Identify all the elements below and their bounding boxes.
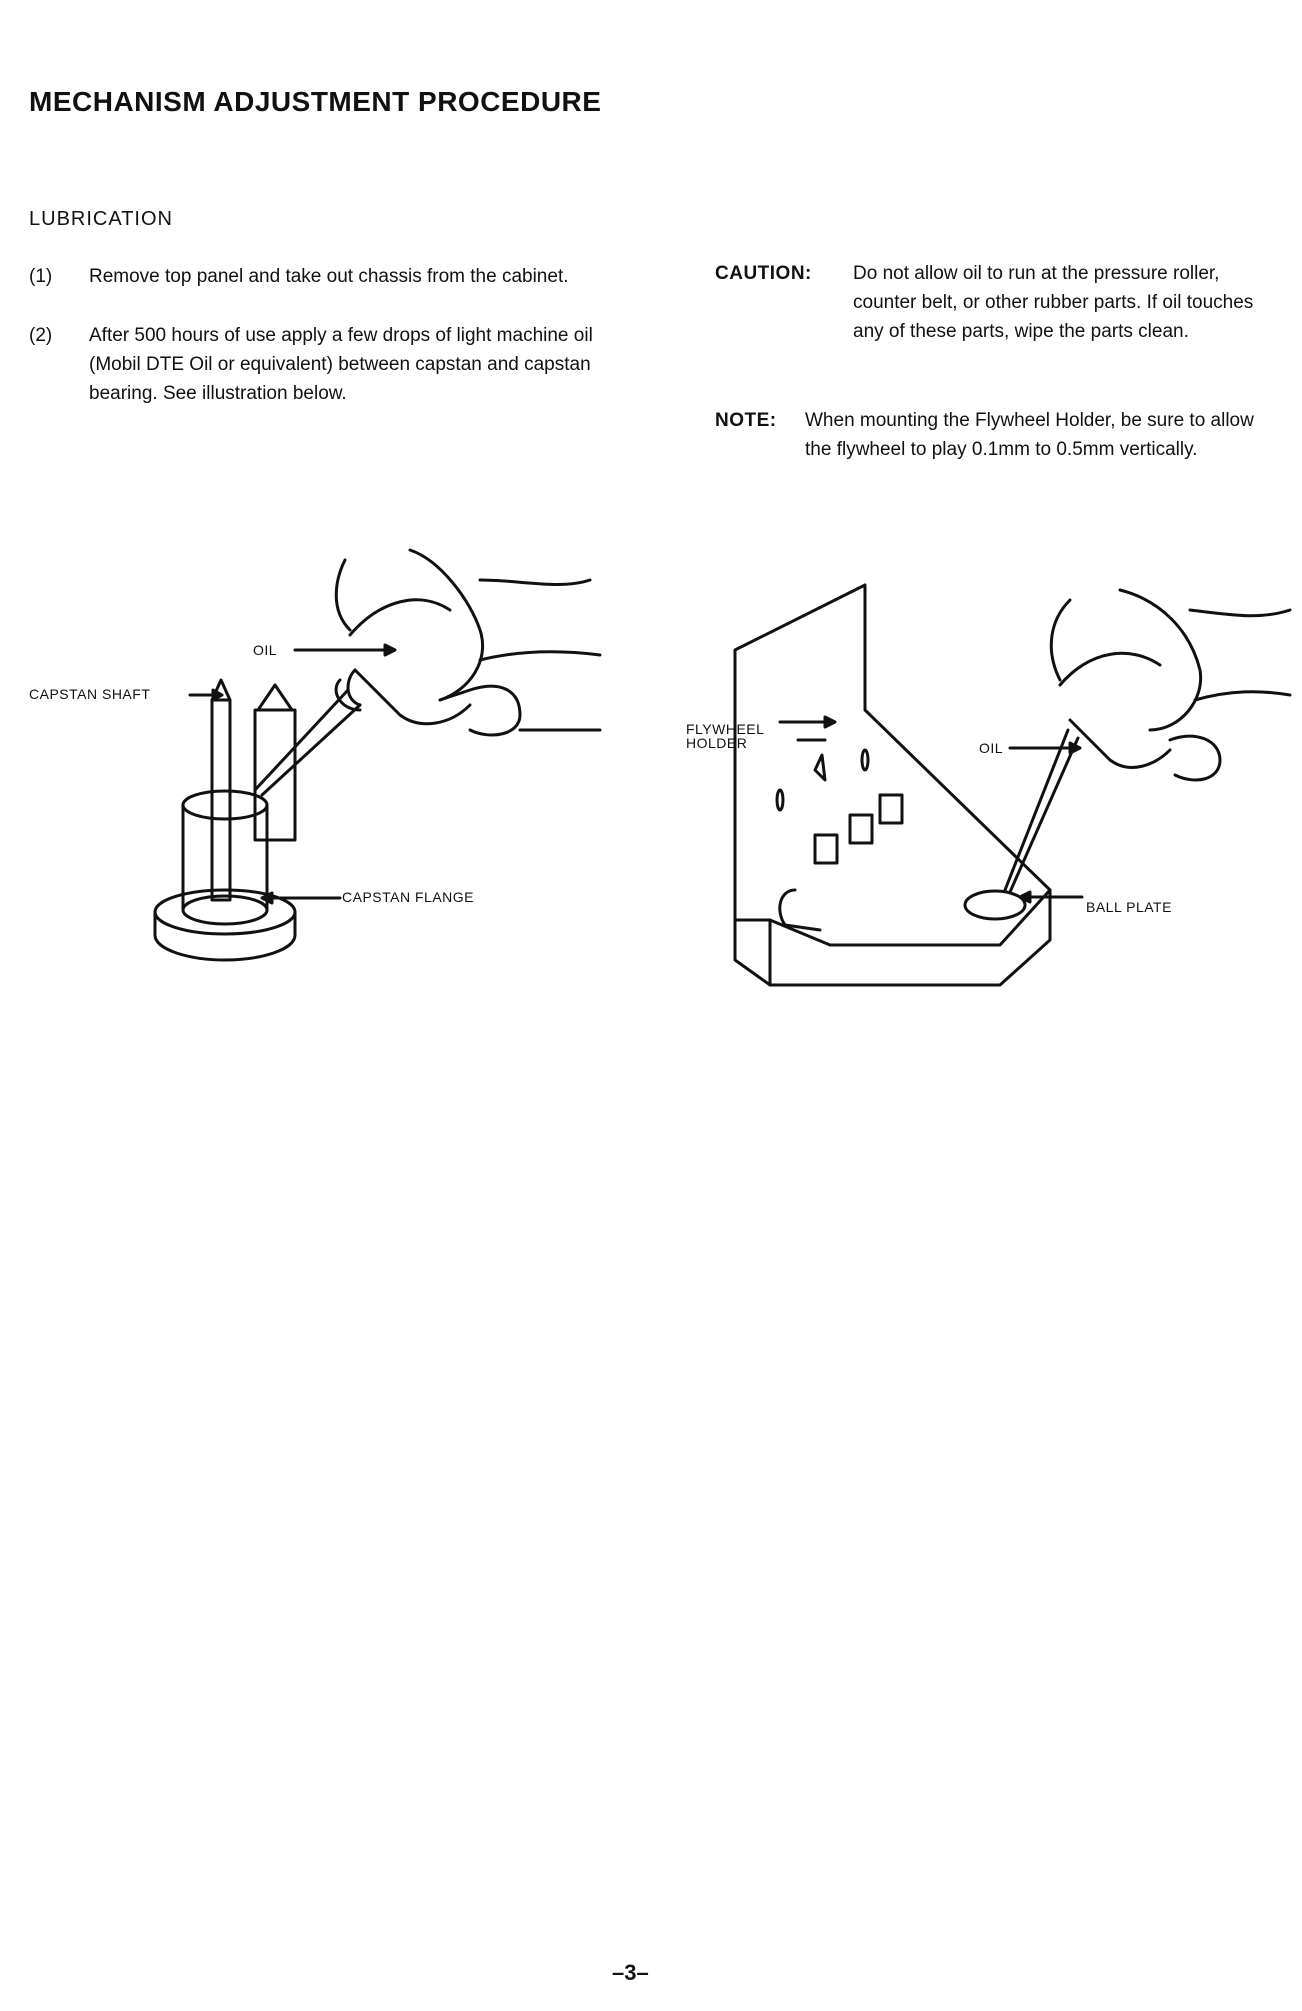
caution-block xyxy=(715,259,1275,379)
note-text: When mounting the Flywheel Holder, be sure to allow the flywheel to play 0.1mm to 0.5mm vertically. xyxy=(805,410,1254,460)
oil-label-right: OIL xyxy=(979,740,1004,756)
note-block xyxy=(715,406,1275,496)
capstan-flange-label: CAPSTAN FLANGE xyxy=(342,889,474,905)
ball-plate-label: BALL PLATE xyxy=(1086,899,1172,915)
caution-label: CAUTION: xyxy=(715,263,812,284)
caution-text: Do not allow oil to run at the pressure roller, counter belt, or other rubber parts. If oil touches any of these parts, wipe the parts clean. xyxy=(853,263,1254,342)
flywheel-holder-label xyxy=(686,722,764,750)
note-label: NOTE: xyxy=(715,410,777,431)
page-title: MECHANISM ADJUSTMENT PROCEDURE xyxy=(29,86,602,117)
item-number: (2) xyxy=(29,325,53,346)
page-number: –3– xyxy=(612,1960,649,1985)
list-item xyxy=(29,262,609,322)
flywheel-holder-label-line2: HOLDER xyxy=(686,735,748,751)
item-number: (1) xyxy=(29,266,53,287)
item-text: After 500 hours of use apply a few drops of light machine oil (Mobil DTE Oil or equivalent) between capstan and capstan bearing. See illustration below. xyxy=(89,325,593,404)
flywheel-holder-illustration xyxy=(650,590,1290,1010)
list-item xyxy=(29,321,609,441)
section-heading: LUBRICATION xyxy=(29,208,173,230)
capstan-shaft-label: CAPSTAN SHAFT xyxy=(29,686,151,702)
oil-label: OIL xyxy=(253,642,278,658)
flywheel-holder-label-line1: FLYWHEEL xyxy=(686,721,765,737)
item-text: Remove top panel and take out chassis from the cabinet. xyxy=(89,266,569,287)
capstan-illustration xyxy=(0,540,640,980)
